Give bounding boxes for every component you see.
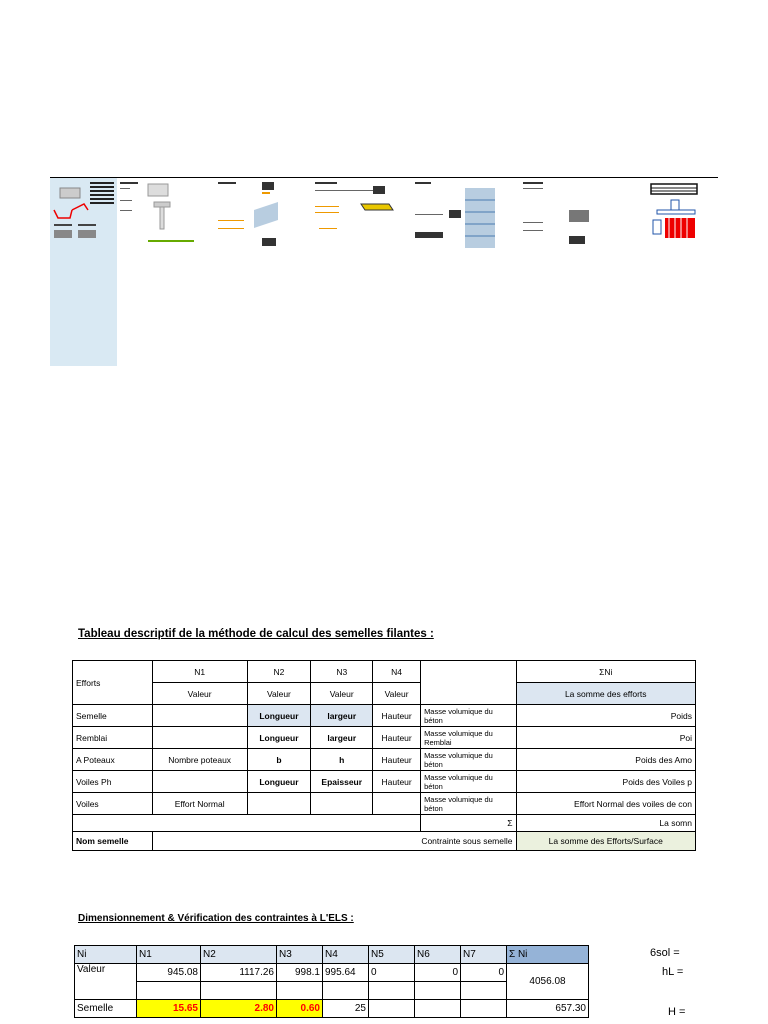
- row-label: Valeur: [75, 964, 137, 1000]
- blank-header: [421, 661, 516, 705]
- input-cell[interactable]: 0.60: [277, 1000, 323, 1018]
- row-n3: [311, 793, 373, 815]
- sum-header-cell: Σ Ni: [507, 946, 589, 964]
- header-cell: N6: [415, 946, 461, 964]
- row-n1: Effort Normal: [152, 793, 247, 815]
- n4-header: N4: [373, 661, 421, 683]
- nom-semelle-label: Nom semelle: [73, 832, 153, 851]
- value-cell: 1117.26: [201, 964, 277, 982]
- efforts-header: Efforts: [73, 661, 153, 705]
- value-cell: 0: [461, 964, 507, 982]
- sigma-sol-label: 6sol =: [650, 947, 680, 959]
- n2-valeur: Valeur: [247, 683, 311, 705]
- sigma-symbol: Σ: [421, 815, 516, 832]
- row-mass: Masse volumique du béton: [421, 793, 516, 815]
- semelle-row: [75, 1000, 589, 1018]
- header-cell: N1: [137, 946, 201, 964]
- empty-cell: [461, 982, 507, 1000]
- n4-valeur: Valeur: [373, 683, 421, 705]
- contrainte-label: Contrainte sous semelle: [152, 832, 516, 851]
- row-n1: [152, 771, 247, 793]
- header-cell: N3: [277, 946, 323, 964]
- table-row: [73, 771, 696, 793]
- value-cell: [415, 1000, 461, 1018]
- header-cell: N5: [369, 946, 415, 964]
- table2-title: Dimensionnement & Vérification des contraintes à L'ELS :: [78, 913, 354, 924]
- header-cell: Ni: [75, 946, 137, 964]
- h-label: H =: [668, 1006, 686, 1018]
- table-row: [73, 793, 696, 815]
- empty-cell: [137, 982, 201, 1000]
- value-cell: [369, 1000, 415, 1018]
- sum-header: ΣNi: [516, 661, 696, 683]
- value-cell: 0: [369, 964, 415, 982]
- row-n2: Longueur: [247, 727, 311, 749]
- row-label: A Poteaux: [73, 749, 153, 771]
- row-n4: [373, 793, 421, 815]
- row-n2: Longueur: [247, 771, 311, 793]
- hl-label: hL =: [662, 966, 684, 978]
- value-cell: 945.08: [137, 964, 201, 982]
- input-cell[interactable]: 15.65: [137, 1000, 201, 1018]
- header-cell: N2: [201, 946, 277, 964]
- row-n3: largeur: [311, 727, 373, 749]
- empty-cell: [277, 982, 323, 1000]
- sum-cell: 657.30: [507, 1000, 589, 1018]
- row-n1: Nombre poteaux: [152, 749, 247, 771]
- row-label: Semelle: [75, 1000, 137, 1018]
- row-n3: largeur: [311, 705, 373, 727]
- row-label: Semelle: [73, 705, 153, 727]
- empty-cell: [323, 982, 369, 1000]
- n3-valeur: Valeur: [311, 683, 373, 705]
- sum-cell: 4056.08: [507, 964, 589, 1000]
- row-mass: Masse volumique du béton: [421, 771, 516, 793]
- row-sum: Poids des Voiles p: [516, 771, 696, 793]
- empty-cell: [369, 982, 415, 1000]
- row-n1: [152, 727, 247, 749]
- row-label: Remblai: [73, 727, 153, 749]
- contrainte-formula: La somme des Efforts/Surface: [516, 832, 696, 851]
- table-row: [73, 705, 696, 727]
- empty-cell: [415, 982, 461, 1000]
- row-sum: Effort Normal des voiles de con: [516, 793, 696, 815]
- valeur-row: [75, 964, 589, 982]
- row-mass: Masse volumique du Remblai: [421, 727, 516, 749]
- method-table: [72, 660, 696, 851]
- sum-description: La somme des efforts: [516, 683, 696, 705]
- row-mass: Masse volumique du béton: [421, 705, 516, 727]
- input-cell[interactable]: 2.80: [201, 1000, 277, 1018]
- table1-title: Tableau descriptif de la méthode de calcul des semelles filantes :: [78, 628, 434, 640]
- empty-cell: [201, 982, 277, 1000]
- row-sum: Poi: [516, 727, 696, 749]
- header-cell: N7: [461, 946, 507, 964]
- n3-header: N3: [311, 661, 373, 683]
- row-n4: Hauteur: [373, 749, 421, 771]
- row-label: Voiles Ph: [73, 771, 153, 793]
- sigma-text: La somn: [516, 815, 696, 832]
- dimension-table: [74, 945, 589, 1018]
- row-n2: Longueur: [247, 705, 311, 727]
- value-cell: 0: [415, 964, 461, 982]
- n2-header: N2: [247, 661, 311, 683]
- row-n3: h: [311, 749, 373, 771]
- value-cell: 998.1: [277, 964, 323, 982]
- row-n2: b: [247, 749, 311, 771]
- row-n4: Hauteur: [373, 727, 421, 749]
- value-cell: 995.64: [323, 964, 369, 982]
- header-cell: N4: [323, 946, 369, 964]
- row-n4: Hauteur: [373, 771, 421, 793]
- value-cell: 25: [323, 1000, 369, 1018]
- row-n1: [152, 705, 247, 727]
- row-sum: Poids: [516, 705, 696, 727]
- n1-valeur: Valeur: [152, 683, 247, 705]
- row-n4: Hauteur: [373, 705, 421, 727]
- row-mass: Masse volumique du béton: [421, 749, 516, 771]
- row-n3: Epaisseur: [311, 771, 373, 793]
- table-row: [73, 727, 696, 749]
- n1-header: N1: [152, 661, 247, 683]
- value-cell: [461, 1000, 507, 1018]
- sigma-blank: [73, 815, 421, 832]
- row-label: Voiles: [73, 793, 153, 815]
- table-row: [73, 749, 696, 771]
- row-sum: Poids des Amo: [516, 749, 696, 771]
- row-n2: [247, 793, 311, 815]
